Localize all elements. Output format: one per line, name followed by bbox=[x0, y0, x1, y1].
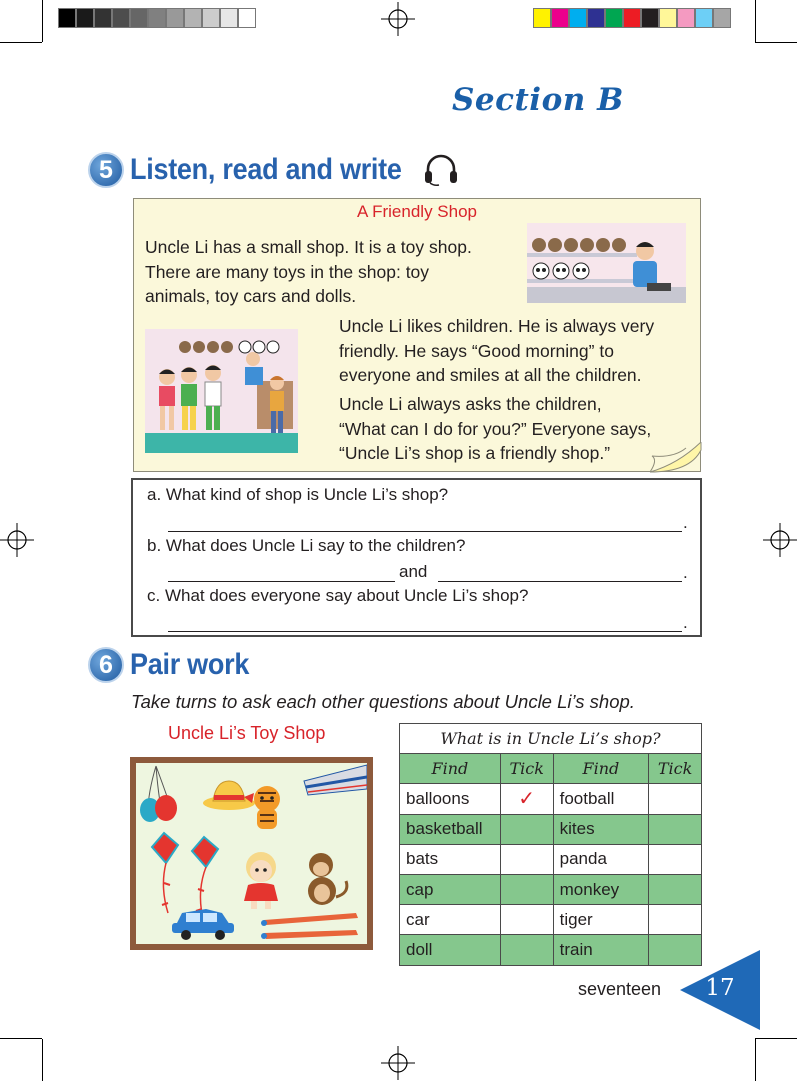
find-item: doll bbox=[400, 935, 501, 965]
column-header-tick: Tick bbox=[500, 754, 553, 784]
crop-mark bbox=[0, 1038, 42, 1039]
exercise-number-badge: 5 bbox=[88, 152, 124, 188]
story-line: Uncle Li always asks the children, bbox=[339, 394, 602, 414]
exercise-6-heading bbox=[88, 647, 262, 683]
crop-mark bbox=[42, 0, 43, 42]
registration-mark-icon bbox=[381, 2, 415, 36]
registration-mark-icon bbox=[763, 523, 797, 557]
crop-mark bbox=[755, 0, 756, 42]
story-line: “Uncle Li’s shop is a friendly shop.” bbox=[339, 443, 611, 463]
answer-line-b2[interactable] bbox=[438, 581, 682, 582]
column-header-find: Find bbox=[400, 754, 501, 784]
answer-period: . bbox=[683, 563, 688, 582]
table-row bbox=[400, 935, 702, 965]
story-line: “What can I do for you?” Everyone says, bbox=[339, 418, 652, 439]
column-header-find: Find bbox=[553, 754, 648, 784]
find-item: monkey bbox=[553, 874, 648, 904]
page-number-word: seventeen bbox=[578, 979, 662, 999]
story-line: everyone and smiles at all the children. bbox=[339, 365, 642, 385]
crop-mark bbox=[755, 1039, 756, 1081]
story-line: Uncle Li likes children. He is always very bbox=[339, 316, 655, 336]
tick-cell[interactable] bbox=[500, 905, 553, 935]
find-item: panda bbox=[553, 844, 648, 874]
table-row bbox=[400, 784, 702, 814]
answer-period: . bbox=[683, 513, 688, 532]
tick-cell[interactable] bbox=[649, 905, 702, 935]
story-paragraph-1 bbox=[145, 235, 472, 309]
story-paragraph-3 bbox=[339, 392, 651, 466]
table-row bbox=[400, 874, 702, 904]
section-title: Section B bbox=[452, 82, 624, 118]
story-line: friendly. He says “Good morning” to bbox=[339, 340, 614, 361]
story-line: There are many toys in the shop: toy bbox=[145, 261, 430, 282]
answer-line-b1[interactable] bbox=[168, 581, 395, 582]
story-paragraph-2 bbox=[339, 314, 654, 388]
table-row bbox=[400, 814, 702, 844]
shop-illustration bbox=[527, 223, 686, 303]
questions-box bbox=[131, 478, 702, 637]
registration-mark-icon bbox=[381, 1046, 415, 1080]
toy-shop-picture bbox=[130, 757, 373, 950]
question-a: a. What kind of shop is Uncle Li’s shop? bbox=[147, 485, 449, 504]
find-item: football bbox=[553, 784, 648, 814]
find-item: balloons bbox=[400, 784, 501, 814]
story-line: animals, toy cars and dolls. bbox=[145, 286, 357, 306]
find-item: tiger bbox=[553, 905, 648, 935]
find-item: bats bbox=[400, 844, 501, 874]
tiger-icon bbox=[254, 786, 280, 829]
story-title: A Friendly Shop bbox=[356, 202, 477, 221]
exercise-number-badge: 6 bbox=[88, 647, 124, 683]
tick-cell[interactable] bbox=[500, 844, 553, 874]
tick-cell[interactable] bbox=[500, 935, 553, 965]
tick-cell[interactable] bbox=[500, 814, 553, 844]
crop-mark bbox=[42, 1039, 43, 1081]
table-row bbox=[400, 844, 702, 874]
find-item: cap bbox=[400, 874, 501, 904]
story-box bbox=[133, 198, 701, 472]
page-curl-icon bbox=[648, 442, 702, 473]
question-c: c. What does everyone say about Uncle Li’s shop? bbox=[147, 586, 529, 605]
children-illustration bbox=[145, 329, 298, 453]
tick-cell[interactable] bbox=[500, 874, 553, 904]
find-tick-table bbox=[399, 723, 702, 966]
question-b: b. What does Uncle Li say to the children? bbox=[147, 536, 466, 555]
crop-mark bbox=[0, 42, 42, 43]
grayscale-color-bar bbox=[58, 8, 256, 28]
find-item: kites bbox=[553, 814, 648, 844]
find-item: train bbox=[553, 935, 648, 965]
table-row bbox=[400, 905, 702, 935]
process-color-bar bbox=[533, 8, 731, 28]
exercise-title: Pair work bbox=[130, 648, 250, 681]
instruction-text: Take turns to ask each other questions about Uncle Li’s shop. bbox=[131, 691, 635, 712]
table-caption: What is in Uncle Li’s shop? bbox=[400, 724, 702, 754]
column-header-tick: Tick bbox=[649, 754, 702, 784]
answer-period: . bbox=[683, 613, 688, 632]
registration-mark-icon bbox=[0, 523, 34, 557]
answer-line-c[interactable] bbox=[168, 631, 682, 632]
find-item: basketball bbox=[400, 814, 501, 844]
exercise-5-heading bbox=[88, 152, 460, 188]
answer-line-a[interactable] bbox=[168, 531, 682, 532]
answer-and-word: and bbox=[399, 562, 428, 581]
tick-cell[interactable]: ✓ bbox=[500, 784, 553, 814]
exercise-title: Listen, read and write bbox=[130, 153, 402, 186]
crop-mark bbox=[755, 42, 797, 43]
tick-cell[interactable] bbox=[649, 874, 702, 904]
story-line: Uncle Li has a small shop. It is a toy shop. bbox=[145, 237, 472, 257]
tick-cell[interactable] bbox=[649, 784, 702, 814]
tick-cell[interactable] bbox=[649, 814, 702, 844]
find-item: car bbox=[400, 905, 501, 935]
toy-shop-title: Uncle Li’s Toy Shop bbox=[168, 723, 326, 743]
crop-mark bbox=[755, 1038, 797, 1039]
tick-cell[interactable] bbox=[649, 844, 702, 874]
headphones-icon bbox=[422, 153, 460, 187]
page-number: 17 bbox=[705, 975, 735, 1001]
